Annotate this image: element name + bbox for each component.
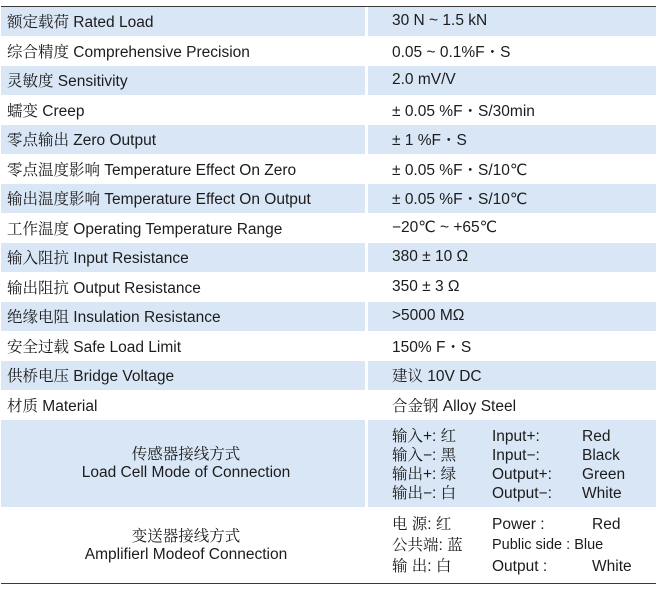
- wire-en: Output+:: [492, 465, 552, 483]
- row-label: 输入阻抗 Input Resistance: [7, 250, 189, 268]
- row-value: ± 0.05 %F・S/10℃: [365, 184, 656, 213]
- table-row-load-cell-connection: [1, 420, 656, 508]
- wire-cn: 公共端: 蓝: [392, 537, 463, 554]
- amplifier-label: [1, 508, 365, 583]
- row-value: ± 0.05 %F・S/30min: [365, 96, 656, 125]
- wire-en: Input−:: [492, 446, 540, 464]
- wire-cn: 电 源: 红: [392, 516, 452, 533]
- table-row: [1, 125, 656, 155]
- row-label: 绝缘电阻 Insulation Resistance: [7, 309, 221, 327]
- table-row: [1, 155, 656, 185]
- row-label: 安全过载 Safe Load Limit: [7, 338, 182, 356]
- row-label: 材质 Material: [7, 397, 98, 415]
- amplifier-wiring: [365, 508, 656, 583]
- row-value: 建议 10V DC: [365, 361, 656, 390]
- row-value: −20℃ ~ +65℃: [365, 214, 656, 243]
- row-label: 零点输出 Zero Output: [7, 132, 157, 150]
- spec-table: [1, 6, 656, 584]
- table-row: [1, 66, 656, 96]
- row-value: 350 ± 3 Ω: [365, 273, 656, 302]
- row-label: 零点温度影响 Temperature Effect On Zero: [7, 161, 297, 179]
- table-row: [1, 37, 656, 67]
- wire-color: Green: [582, 465, 626, 483]
- table-row: [1, 332, 656, 362]
- table-row-amplifier-connection: [1, 508, 656, 583]
- wire-color: Red: [592, 516, 621, 533]
- wire-en: Public side : Blue: [492, 537, 604, 553]
- connection-label-en: Load Cell Mode of Connection: [81, 463, 291, 481]
- row-value: 合金钢 Alloy Steel: [365, 391, 656, 420]
- row-label: 输出阻抗 Output Resistance: [7, 279, 201, 297]
- row-label: 输出温度影响 Temperature Effect On Output: [7, 191, 311, 209]
- wire-cn: 输 出: 白: [392, 558, 452, 575]
- table-row: [1, 273, 656, 303]
- row-value: 150% F・S: [365, 332, 656, 361]
- row-label: 综合精度 Comprehensive Precision: [7, 43, 250, 61]
- wire-en: Output−:: [492, 484, 552, 502]
- wire-color: Black: [582, 446, 620, 464]
- wire-en: Input+:: [492, 427, 540, 445]
- row-value: 30 N ~ 1.5 kN: [365, 7, 656, 36]
- wire-en: Power :: [492, 516, 545, 533]
- connection-wiring: [365, 420, 656, 507]
- wire-en: Output :: [492, 558, 548, 575]
- row-value: ± 0.05 %F・S/10℃: [365, 155, 656, 184]
- row-value: >5000 MΩ: [365, 302, 656, 331]
- table-row: [1, 96, 656, 126]
- row-value: 380 ± 10 Ω: [365, 243, 656, 272]
- table-row: [1, 243, 656, 273]
- row-label: 供桥电压 Bridge Voltage: [7, 368, 175, 386]
- amplifier-label-en: Amplifierl Modeof Connection: [84, 545, 288, 563]
- row-label: 额定载荷 Rated Load: [7, 14, 154, 32]
- wire-cn: 输出+: 绿: [392, 465, 457, 483]
- amplifier-label-cn: 变送器接线方式: [131, 527, 241, 545]
- wire-color: White: [592, 558, 632, 575]
- table-row: [1, 391, 656, 421]
- row-label: 工作温度 Operating Temperature Range: [7, 220, 283, 238]
- wire-color: White: [582, 484, 622, 502]
- row-label: 蠕变 Creep: [7, 102, 85, 120]
- wire-cn: 输入+: 红: [392, 427, 457, 445]
- table-row: [1, 184, 656, 214]
- wire-cn: 输出−: 白: [392, 484, 457, 502]
- table-row: [1, 7, 656, 37]
- connection-label-cn: 传感器接线方式: [131, 445, 241, 463]
- row-value: 2.0 mV/V: [365, 66, 656, 95]
- row-value: 0.05 ~ 0.1%F・S: [365, 37, 656, 66]
- row-label: 灵敏度 Sensitivity: [7, 73, 128, 91]
- row-value: ± 1 %F・S: [365, 125, 656, 154]
- table-row: [1, 214, 656, 244]
- table-row: [1, 302, 656, 332]
- connection-label: [1, 420, 365, 507]
- table-row: [1, 361, 656, 391]
- wire-color: Red: [582, 427, 611, 445]
- wire-cn: 输入−: 黑: [392, 446, 457, 464]
